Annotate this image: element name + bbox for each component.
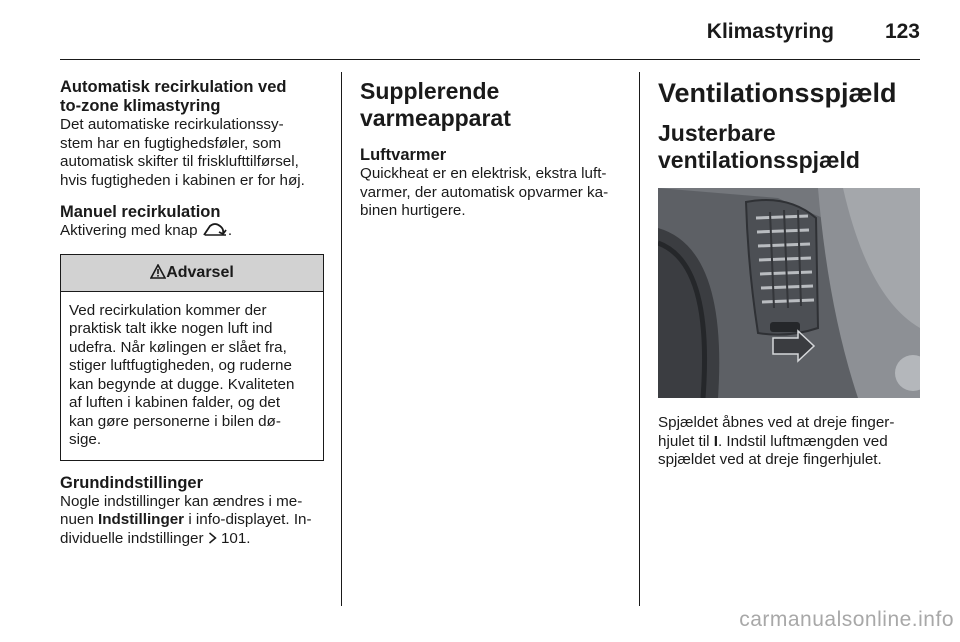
- vent-illustration: [658, 188, 920, 398]
- text-line: udefra. Når kølingen er slået fra,: [69, 338, 287, 356]
- heading-manual-recirculation: Manuel recirkulation: [60, 203, 221, 221]
- heading-auto-recirculation: [60, 78, 324, 116]
- text-fragment: hjulet til: [658, 432, 714, 450]
- text-line: spjældet ved at dreje fingerhjulet.: [658, 451, 882, 468]
- column-3: [658, 78, 920, 470]
- text-line: hvis fugtigheden i kabinen er for høj.: [60, 171, 305, 189]
- text-line: automatisk skifter til frisklufttilførsel,: [60, 153, 299, 170]
- column-1: [60, 78, 324, 548]
- text-line: kan gøre personerne i bilen dø-: [69, 412, 281, 430]
- paragraph-manual-recirculation: [60, 222, 324, 241]
- heading-basic-settings: Grundindstillinger: [60, 473, 203, 492]
- warning-box: [60, 254, 324, 461]
- heading-air-vents: Ventilationsspjæld: [658, 78, 897, 108]
- text-line: stiger luftfugtigheden, og ruderne: [69, 357, 292, 374]
- text-punctuation: .: [227, 222, 233, 239]
- text-line: stem har en fugtighedsføler, som: [60, 134, 282, 152]
- heading-supplementary-heater: [360, 78, 624, 132]
- recirculation-icon: [202, 223, 228, 237]
- paragraph-auto-recirculation: [60, 116, 324, 190]
- page-reference-icon: [208, 532, 217, 544]
- text-line: Aktivering med knap: [60, 222, 198, 239]
- warning-title: Advarsel: [166, 263, 234, 281]
- text-fragment: nuen: [60, 511, 99, 528]
- open-position-symbol: I: [713, 432, 718, 450]
- paragraph-air-heater: [360, 165, 624, 221]
- vent-photo-drawing: [658, 188, 920, 398]
- section-title: Klimastyring: [706, 20, 834, 43]
- warning-body: [61, 292, 323, 460]
- watermark: carmanualsonline.info: [739, 608, 954, 631]
- page-number: 123: [884, 20, 920, 43]
- text-line: Spjældet åbnes ved at dreje finger-: [658, 414, 895, 431]
- heading-line: Automatisk recirkulation ved: [60, 78, 287, 96]
- column-divider-2: [639, 72, 640, 606]
- heading-line: to-zone klimastyring: [60, 97, 221, 115]
- heading-air-heater: Luftvarmer: [360, 146, 447, 164]
- column-divider-1: [341, 72, 342, 606]
- text-line: Det automatiske recirkulationssy-: [60, 116, 284, 133]
- menu-name-settings: Indstillinger: [98, 511, 185, 528]
- heading-line: varmeapparat: [360, 105, 511, 131]
- warning-header: [61, 255, 323, 292]
- heading-line: ventilationsspjæld: [658, 147, 860, 173]
- text-fragment: . Indstil luftmængden ved: [717, 432, 888, 450]
- text-line: praktisk talt ikke nogen luft ind: [69, 320, 273, 337]
- text-line: af luften i kabinen falder, og det: [69, 394, 281, 411]
- paragraph-basic-settings: [60, 493, 324, 549]
- page-reference: 101.: [216, 529, 251, 547]
- text-fragment: dividuelle indstillinger: [60, 529, 208, 547]
- text-line: Nogle indstillinger kan ændres i me-: [60, 492, 303, 510]
- warning-triangle-icon: [150, 264, 166, 279]
- heading-line: Supplerende: [360, 78, 500, 104]
- text-line: Quickheat er en elektrisk, ekstra luft-: [360, 165, 607, 182]
- page-header: [60, 0, 920, 60]
- text-line: binen hurtigere.: [360, 202, 466, 219]
- text-line: kan begynde at dugge. Kvaliteten: [69, 375, 295, 393]
- paragraph-vent-usage: [658, 414, 920, 470]
- column-2: [360, 78, 624, 221]
- header-divider: [60, 59, 920, 60]
- heading-line: Justerbare: [658, 120, 776, 146]
- heading-adjustable-vents: [658, 120, 920, 174]
- text-line: Ved recirkulation kommer der: [69, 301, 267, 319]
- text-line: sige.: [69, 431, 102, 448]
- text-fragment: i info-displayet. In-: [184, 511, 312, 528]
- text-line: varmer, der automatisk opvarmer ka-: [360, 183, 609, 201]
